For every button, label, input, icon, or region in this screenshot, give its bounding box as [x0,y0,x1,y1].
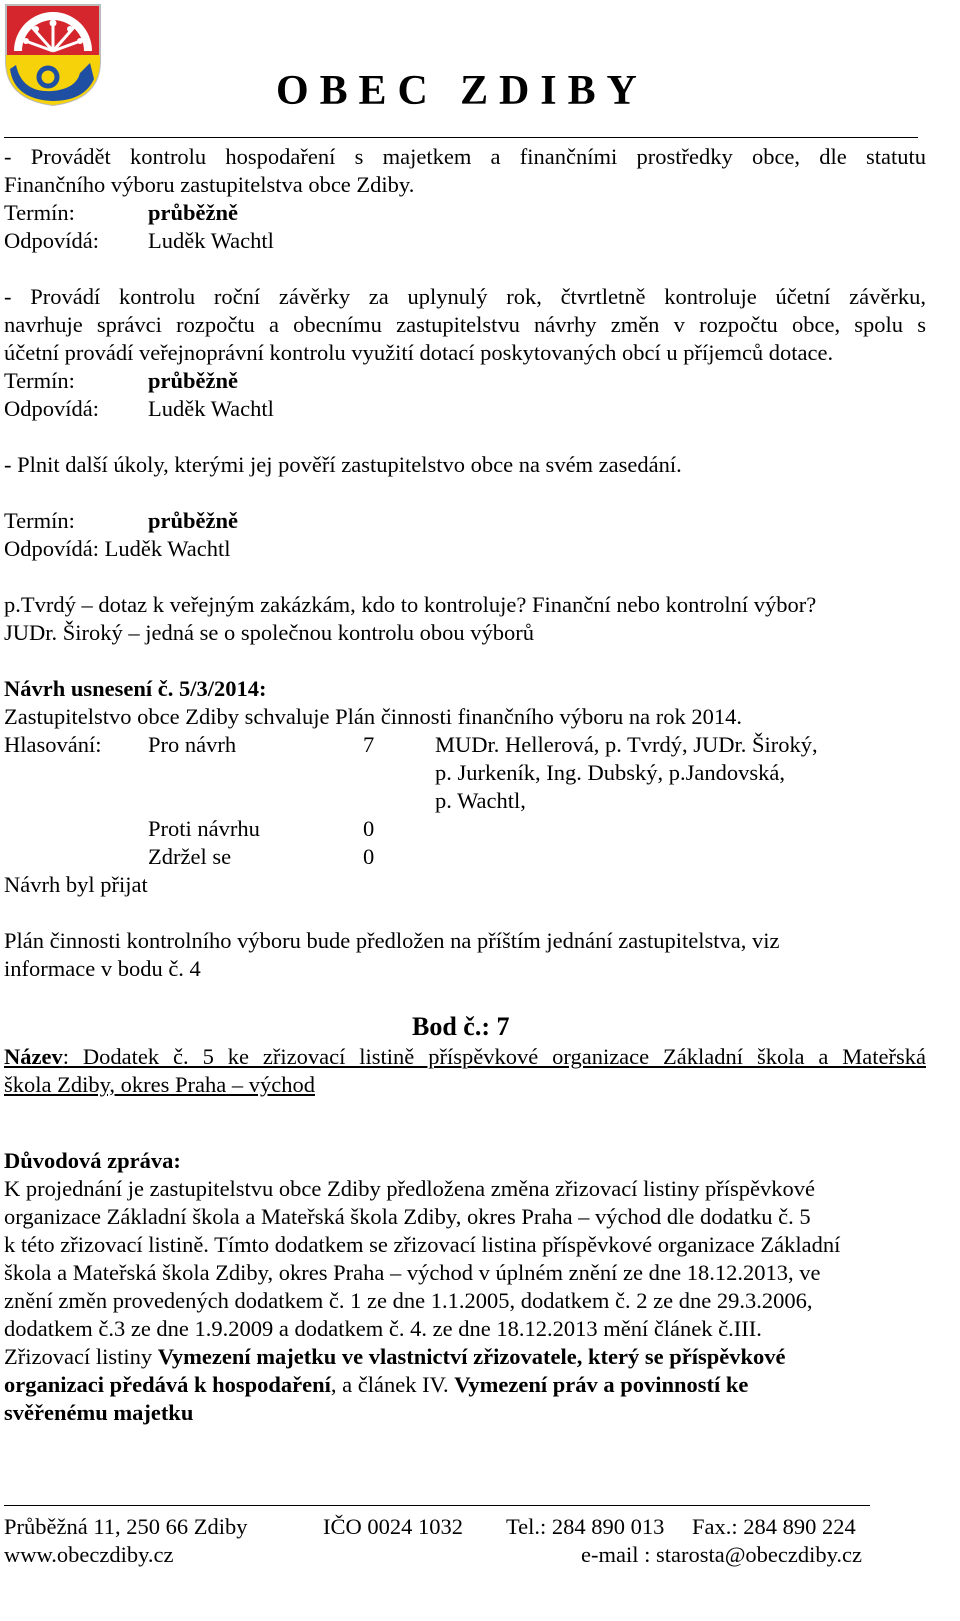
report-line: škola a Mateřská škola Zdiby, okres Praha – východ v úplném znění ze dne 18.12.2013, ve [4,1260,821,1285]
responsible-label: Odpovídá: [4,228,99,253]
plan-note-line-2: informace v bodu č. 4 [4,956,201,981]
resolution-result: Návrh byl přijat [4,872,148,897]
footer-phone: Tel.: 284 890 013 [506,1514,665,1539]
vote-abstain-count: 0 [363,844,375,869]
explanatory-report-heading: Důvodová zpráva: [4,1148,181,1173]
page-title: OBEC ZDIBY [276,68,648,114]
term-label: Termín: [4,200,75,225]
report-line: k této zřizovací listině. Tímto dodatkem se zřizovací listina příspěvkové organizace Základní [4,1232,841,1257]
footer-email: e-mail : starosta@obeczdiby.cz [581,1542,863,1567]
vote-against-count: 0 [363,816,375,841]
footer-address: Průběžná 11, 250 66 Zdiby [4,1514,248,1539]
header-divider [4,137,918,138]
term-label: Termín: [4,508,75,533]
vote-against-label: Proti návrhu [148,816,260,841]
agenda-item-heading: Bod č.: 7 [412,1012,510,1041]
task-1-line-2: Finančního výboru zastupitelstva obce Zdiby. [4,172,415,197]
vote-for-count: 7 [363,732,375,757]
report-line: Zřizovací listiny Vymezení majetku ve vlastnictví zřizovatele, který se příspěvkové [4,1344,786,1369]
footer-website: www.obeczdiby.cz [4,1542,174,1567]
report-line: dodatkem č.3 ze dne 1.9.2009 a dodatkem č. 4. ze dne 18.12.2013 mění článek č.III. [4,1316,762,1341]
vote-for-names: p. Jurkeník, Ing. Dubský, p.Jandovská, [435,760,785,785]
plan-note-line-1: Plán činnosti kontrolního výboru bude předložen na příštím jednání zastupitelstva, viz [4,928,780,953]
responsible-value: Luděk Wachtl [148,228,274,253]
responsible-label: Odpovídá: [4,396,99,421]
term-value: průběžně [148,508,238,533]
task-3-line-1: - Plnit další úkoly, kterými jej pověří zastupitelstvo obce na svém zasedání. [4,452,682,477]
responsible-value: Luděk Wachtl [148,396,274,421]
vote-for-names: MUDr. Hellerová, p. Tvrdý, JUDr. Široký, [435,732,818,757]
vote-for-names: p. Wachtl, [435,788,526,813]
municipality-coat-of-arms-logo [4,3,102,107]
term-label: Termín: [4,368,75,393]
discussion-question: p.Tvrdý – dotaz k veřejným zakázkám, kdo to kontroluje? Finanční nebo kontrolní výbor? [4,592,817,617]
vote-label: Hlasování: [4,732,102,757]
footer-divider [4,1505,870,1506]
task-1-line-1: - Provádět kontrolu hospodaření s majetkem a finančními prostředky obce, dle statutu [4,144,926,169]
resolution-text: Zastupitelstvo obce Zdiby schvaluje Plán činnosti finančního výboru na rok 2014. [4,704,742,729]
agenda-item-title-line-2: škola Zdiby, okres Praha – východ [4,1072,315,1097]
report-line: organizace Základní škola a Mateřská škola Zdiby, okres Praha – východ dle dodatku č. 5 [4,1204,811,1229]
task-2-line-3: účetní provádí veřejnoprávní kontrolu využití dotací poskytovaných obcí u příjemců dotace. [4,340,834,365]
responsible-line: Odpovídá: Luděk Wachtl [4,536,231,561]
vote-for-label: Pro návrh [148,732,237,757]
vote-abstain-label: Zdržel se [148,844,232,869]
agenda-item-title-line-1: Název: Dodatek č. 5 ke zřizovací listině příspěvkové organizace Základní škola a Mateřská [4,1044,926,1069]
term-value: průběžně [148,368,238,393]
footer-fax: Fax.: 284 890 224 [692,1514,856,1539]
report-line: organizaci předává k hospodaření, a článek IV. Vymezení práv a povinností ke [4,1372,749,1397]
report-line: K projednání je zastupitelstvu obce Zdiby předložena změna zřizovací listiny příspěvkové [4,1176,815,1201]
task-2-line-2: navrhuje správci rozpočtu a obecnímu zastupitelstvu návrhy změn v rozpočtu obce, spolu s [4,312,926,337]
discussion-answer: JUDr. Široký – jedná se o společnou kontrolu obou výborů [4,620,534,645]
report-line: svěřenému majetku [4,1400,194,1425]
resolution-heading: Návrh usnesení č. 5/3/2014: [4,676,267,701]
report-line: znění změn provedených dodatkem č. 1 ze dne 1.1.2005, dodatkem č. 2 ze dne 29.3.2006, [4,1288,813,1313]
footer-ico: IČO 0024 1032 [323,1514,463,1539]
term-value: průběžně [148,200,238,225]
task-2-line-1: - Provádí kontrolu roční závěrky za uplynulý rok, čtvrtletně kontroluje účetní závěrku, [4,284,926,309]
